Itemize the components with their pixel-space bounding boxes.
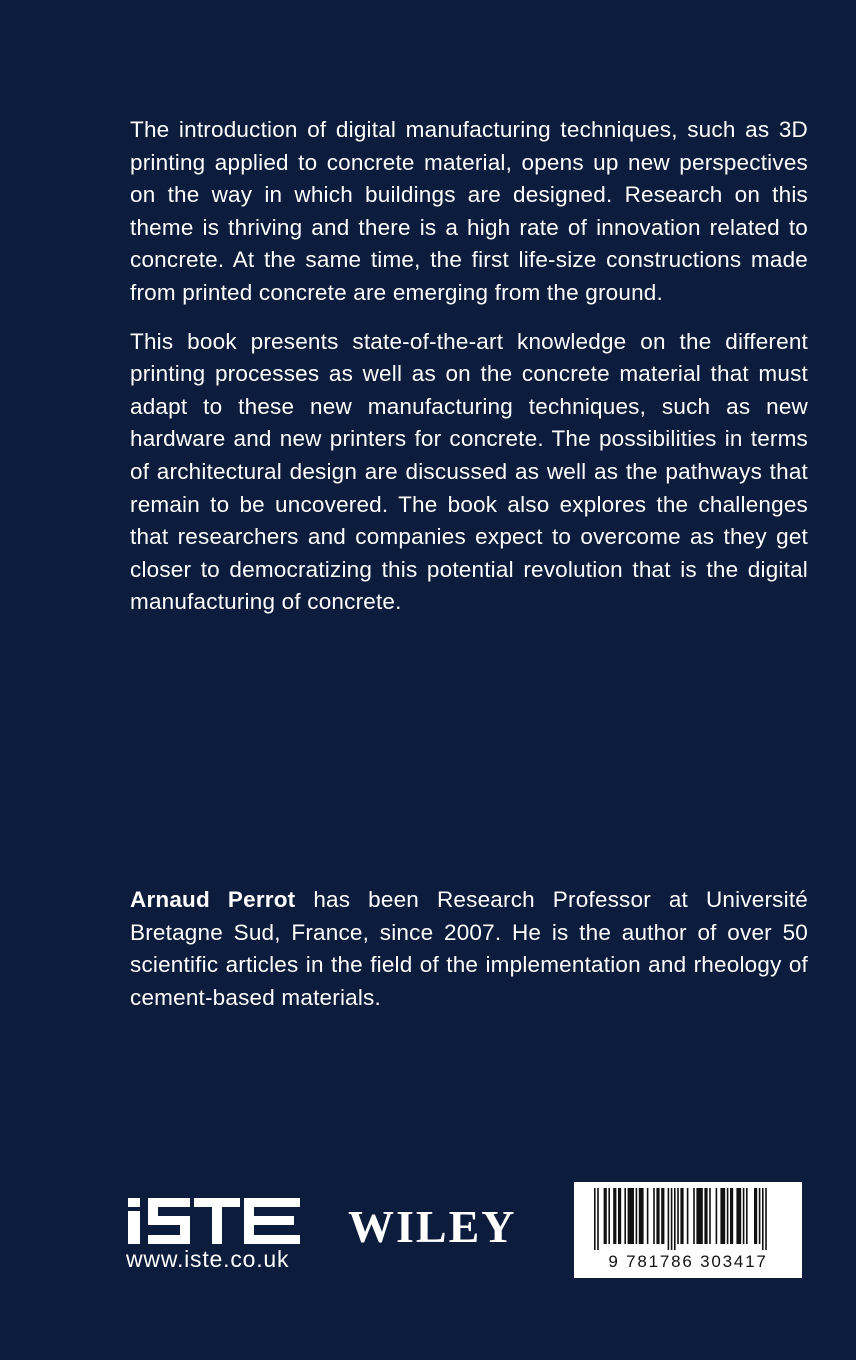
barcode-bar (759, 1188, 761, 1244)
iste-logo (128, 1198, 304, 1244)
barcode-bar (709, 1188, 711, 1244)
barcode-bar (661, 1188, 664, 1244)
book-description (130, 114, 808, 635)
barcode-bar (671, 1188, 673, 1250)
barcode-bar (716, 1188, 718, 1244)
barcode-bar (730, 1188, 733, 1244)
description-paragraph-2: This book presents state-of-the-art knowledge on the different printing processes as well as on the concrete material that must adapt to these new manufacturing techniques, such as new hardware and new printers for concrete. The possibilities in terms of architectural design are discussed as well as the pathways that remain to be uncovered. The book also explores the challenges that researchers and companies expect to overcome as they get closer to democratizing this potential revolution that is the digital manufacturing of concrete. (130, 328, 808, 615)
barcode-bar (628, 1188, 634, 1244)
barcode-bar (613, 1188, 616, 1244)
barcode-bar (656, 1188, 659, 1244)
author-bio-text: has been Research Professor at Université Bretagne Sud, France, since 2007. He is the author of over 50 scientific articles in the field of the implementation and rheology of cement-based materials. (130, 887, 808, 1010)
barcode-bar (618, 1188, 621, 1244)
barcode-bar (687, 1188, 689, 1244)
barcode-bar (668, 1188, 670, 1250)
barcode-bar (720, 1188, 725, 1244)
barcode-bar (597, 1188, 599, 1250)
barcode-bar (624, 1188, 626, 1244)
barcode-bar (696, 1188, 702, 1244)
iste-url: www.iste.co.uk (126, 1246, 290, 1272)
barcode-bar (680, 1188, 683, 1244)
barcode-bar (674, 1188, 676, 1250)
isbn-number: 9 781786 303417 (608, 1252, 768, 1271)
barcode-bar (765, 1188, 767, 1250)
barcode-bar (743, 1188, 745, 1244)
barcode-bars (592, 1188, 784, 1250)
barcode-bar (693, 1188, 695, 1244)
barcode-bar (727, 1188, 729, 1244)
barcode-bar (736, 1188, 741, 1244)
description-paragraph-1: The introduction of digital manufacturing techniques, such as 3D printing applied to concrete material, opens up new perspectives on the way in which buildings are designed. Research on this theme is thriving and there is a high rate of innovation related to concrete. At the same time, the first life-size constructions made from printed concrete are emerging from the ground. (130, 117, 808, 305)
barcode-bar (704, 1188, 707, 1244)
barcode-bar (604, 1188, 607, 1244)
isbn-barcode (574, 1182, 802, 1278)
barcode-bar (677, 1188, 679, 1244)
barcode-bar (639, 1188, 644, 1244)
barcode-bar (746, 1188, 748, 1244)
author-bio (130, 884, 808, 1014)
author-name: Arnaud Perrot (130, 887, 296, 912)
barcode-bar (608, 1188, 610, 1244)
barcode-bar (653, 1188, 655, 1244)
wiley-logo: WILEY (348, 1201, 517, 1252)
barcode-bar (636, 1188, 638, 1244)
barcode-bar (762, 1188, 764, 1250)
barcode-bar (594, 1188, 596, 1250)
barcode-bar (647, 1188, 649, 1244)
barcode-bar (754, 1188, 757, 1244)
